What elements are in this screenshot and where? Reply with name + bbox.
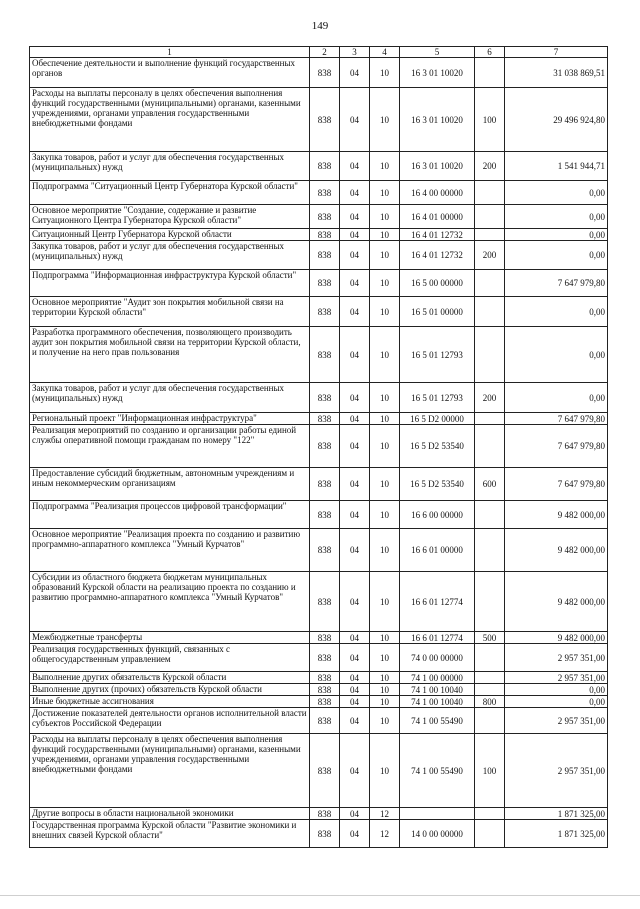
row-c5: 16 4 00 00000: [400, 181, 475, 205]
row-c5: 16 5 00 00000: [400, 270, 475, 297]
row-name: Выполнение других (прочих) обязательств Курской области: [30, 684, 310, 696]
table-row: [30, 327, 608, 383]
row-c2: 838: [310, 644, 340, 672]
row-c7: 31 038 869,51: [505, 58, 608, 88]
row-c4: 12: [370, 808, 400, 820]
row-name: Межбюджетные трансферты: [30, 632, 310, 644]
row-c7: 7 647 979,80: [505, 270, 608, 297]
row-c6: [475, 684, 505, 696]
row-c5: 14 0 00 00000: [400, 820, 475, 848]
row-c2: 838: [310, 241, 340, 270]
row-c4: 10: [370, 88, 400, 152]
row-c7: 0,00: [505, 684, 608, 696]
row-c2: 838: [310, 501, 340, 529]
table-row: [30, 572, 608, 632]
row-c2: 838: [310, 327, 340, 383]
row-c2: 838: [310, 672, 340, 684]
row-name: Ситуационный Центр Губернатора Курской области: [30, 229, 310, 241]
row-c7: 2 957 351,00: [505, 644, 608, 672]
row-c6: [475, 413, 505, 425]
row-name: Реализация мероприятий по созданию и организации работы единой службы оперативной помощи гражданам по номеру "122": [30, 425, 310, 468]
row-c6: 500: [475, 632, 505, 644]
row-c6: [475, 181, 505, 205]
row-c6: [475, 708, 505, 734]
table-row: [30, 808, 608, 820]
row-c5: 16 5 D2 53540: [400, 468, 475, 501]
row-c4: 10: [370, 413, 400, 425]
row-c6: [475, 808, 505, 820]
row-c5: 16 5 01 12793: [400, 383, 475, 413]
row-c2: 838: [310, 181, 340, 205]
row-name: Предоставление субсидий бюджетным, автономным учреждениям и иным некоммерческим организациям: [30, 468, 310, 501]
header-row: [30, 47, 608, 58]
row-c6: 100: [475, 88, 505, 152]
row-c3: 04: [340, 529, 370, 572]
row-c3: 04: [340, 684, 370, 696]
row-c6: [475, 58, 505, 88]
row-name: Основное мероприятие "Создание, содержание и развитие Ситуационного Центра Губернатора Курской области": [30, 205, 310, 229]
row-c3: 04: [340, 696, 370, 708]
row-c6: 200: [475, 241, 505, 270]
table-row: [30, 383, 608, 413]
row-c7: 9 482 000,00: [505, 501, 608, 529]
row-c4: 10: [370, 205, 400, 229]
row-c5: 16 6 01 00000: [400, 529, 475, 572]
row-c2: 838: [310, 229, 340, 241]
row-c2: 838: [310, 58, 340, 88]
row-c5: 16 6 00 00000: [400, 501, 475, 529]
row-c5: 74 1 00 55490: [400, 708, 475, 734]
row-c4: 10: [370, 501, 400, 529]
row-c3: 04: [340, 734, 370, 808]
row-c3: 04: [340, 205, 370, 229]
budget-table: [29, 46, 608, 848]
table-row: [30, 297, 608, 327]
row-name: Закупка товаров, работ и услуг для обеспечения государственных (муниципальных) нужд: [30, 241, 310, 270]
row-c5: 74 1 00 10040: [400, 696, 475, 708]
row-c2: 838: [310, 734, 340, 808]
table-row: [30, 413, 608, 425]
table-row: [30, 632, 608, 644]
row-c4: 10: [370, 672, 400, 684]
row-c7: 29 496 924,80: [505, 88, 608, 152]
row-c4: 10: [370, 241, 400, 270]
row-c5: 16 4 01 12732: [400, 241, 475, 270]
row-c3: 04: [340, 241, 370, 270]
row-name: Подпрограмма "Реализация процессов цифровой трансформации": [30, 501, 310, 529]
row-c6: [475, 820, 505, 848]
row-c3: 04: [340, 672, 370, 684]
row-name: Государственная программа Курской области "Развитие экономики и внешних связей Курской области": [30, 820, 310, 848]
row-c4: 12: [370, 820, 400, 848]
row-name: Закупка товаров, работ и услуг для обеспечения государственных (муниципальных) нужд: [30, 383, 310, 413]
row-c2: 838: [310, 820, 340, 848]
table-row: [30, 820, 608, 848]
row-c6: [475, 644, 505, 672]
row-c5: 74 1 00 10040: [400, 684, 475, 696]
table-row: [30, 181, 608, 205]
row-c4: 10: [370, 696, 400, 708]
page-number: 149: [311, 20, 329, 32]
row-c5: 16 6 01 12774: [400, 572, 475, 632]
row-c4: 10: [370, 383, 400, 413]
row-c3: 04: [340, 708, 370, 734]
table-row: [30, 270, 608, 297]
row-c3: 04: [340, 58, 370, 88]
row-c7: 0,00: [505, 383, 608, 413]
row-c7: 9 482 000,00: [505, 529, 608, 572]
row-c3: 04: [340, 425, 370, 468]
row-c4: 10: [370, 529, 400, 572]
row-name: Реализация государственных функций, связанных с общегосударственным управлением: [30, 644, 310, 672]
table-row: [30, 696, 608, 708]
row-c3: 04: [340, 501, 370, 529]
row-c6: [475, 205, 505, 229]
row-c4: 10: [370, 572, 400, 632]
row-c7: 1 541 944,71: [505, 152, 608, 181]
row-c4: 10: [370, 181, 400, 205]
row-c5: 74 1 00 55490: [400, 734, 475, 808]
row-c4: 10: [370, 684, 400, 696]
row-c7: 7 647 979,80: [505, 468, 608, 501]
row-c7: 7 647 979,80: [505, 413, 608, 425]
row-c2: 838: [310, 297, 340, 327]
table-row: [30, 229, 608, 241]
row-c3: 04: [340, 468, 370, 501]
row-c3: 04: [340, 383, 370, 413]
row-c2: 838: [310, 808, 340, 820]
row-c2: 838: [310, 270, 340, 297]
row-c7: 0,00: [505, 205, 608, 229]
row-c7: 0,00: [505, 229, 608, 241]
row-c4: 10: [370, 58, 400, 88]
table-row: [30, 152, 608, 181]
row-c4: 10: [370, 425, 400, 468]
row-c3: 04: [340, 270, 370, 297]
row-c6: 100: [475, 734, 505, 808]
row-name: Закупка товаров, работ и услуг для обеспечения государственных (муниципальных) нужд: [30, 152, 310, 181]
row-c3: 04: [340, 88, 370, 152]
row-name: Расходы на выплаты персоналу в целях обеспечения выполнения функций государственными (муниципальными) органами, казенными учреждениями, органами управления государственными внебюджетными фондами: [30, 88, 310, 152]
row-c2: 838: [310, 205, 340, 229]
row-c2: 838: [310, 468, 340, 501]
row-c7: 2 957 351,00: [505, 672, 608, 684]
row-c5: 16 3 01 10020: [400, 88, 475, 152]
row-c2: 838: [310, 88, 340, 152]
row-c6: 200: [475, 383, 505, 413]
row-c7: 0,00: [505, 181, 608, 205]
row-c2: 838: [310, 425, 340, 468]
row-c3: 04: [340, 327, 370, 383]
row-name: Субсидии из областного бюджета бюджетам муниципальных образований Курской области на реализацию проекта по созданию и развитию программно-аппаратного комплекса "Умный Курчатов": [30, 572, 310, 632]
row-c5: 16 5 D2 53540: [400, 425, 475, 468]
row-c3: 04: [340, 632, 370, 644]
row-c2: 838: [310, 696, 340, 708]
row-c4: 10: [370, 270, 400, 297]
row-c5: 16 4 01 00000: [400, 205, 475, 229]
row-c2: 838: [310, 152, 340, 181]
row-name: Достижение показателей деятельности органов исполнительной власти субъектов Российской Федерации: [30, 708, 310, 734]
row-c4: 10: [370, 152, 400, 181]
row-c6: [475, 529, 505, 572]
table-row: [30, 529, 608, 572]
row-name: Региональный проект "Информационная инфраструктура": [30, 413, 310, 425]
row-name: Выполнение других обязательств Курской области: [30, 672, 310, 684]
table-row: [30, 468, 608, 501]
row-c2: 838: [310, 708, 340, 734]
table-row: [30, 672, 608, 684]
row-name: Другие вопросы в области национальной экономики: [30, 808, 310, 820]
table-row: [30, 644, 608, 672]
table-row: [30, 501, 608, 529]
row-c6: 800: [475, 696, 505, 708]
row-c3: 04: [340, 572, 370, 632]
row-c5: 16 5 D2 00000: [400, 413, 475, 425]
row-c3: 04: [340, 181, 370, 205]
row-c3: 04: [340, 808, 370, 820]
header-col-3: 3: [340, 47, 370, 58]
row-c5: [400, 808, 475, 820]
row-c4: 10: [370, 644, 400, 672]
row-name: Подпрограмма "Ситуационный Центр Губернатора Курской области": [30, 181, 310, 205]
row-c6: [475, 672, 505, 684]
row-c7: 7 647 979,80: [505, 425, 608, 468]
row-c3: 04: [340, 820, 370, 848]
row-c7: 0,00: [505, 241, 608, 270]
table-row: [30, 88, 608, 152]
header-col-1: 1: [30, 47, 310, 58]
row-name: Подпрограмма "Информационная инфраструктура Курской области": [30, 270, 310, 297]
row-c7: 9 482 000,00: [505, 572, 608, 632]
row-c6: [475, 425, 505, 468]
row-c2: 838: [310, 383, 340, 413]
row-c2: 838: [310, 632, 340, 644]
row-c3: 04: [340, 644, 370, 672]
row-c2: 838: [310, 529, 340, 572]
row-c4: 10: [370, 734, 400, 808]
table-row: [30, 58, 608, 88]
row-c4: 10: [370, 632, 400, 644]
row-c7: 1 871 325,00: [505, 808, 608, 820]
row-c5: 74 0 00 00000: [400, 644, 475, 672]
header-col-2: 2: [310, 47, 340, 58]
row-c5: 74 1 00 00000: [400, 672, 475, 684]
row-c3: 04: [340, 152, 370, 181]
row-c7: 0,00: [505, 696, 608, 708]
row-name: Иные бюджетные ассигнования: [30, 696, 310, 708]
row-c5: 16 3 01 10020: [400, 152, 475, 181]
row-c3: 04: [340, 413, 370, 425]
row-name: Разработка программного обеспечения, позволяющего производить аудит зон покрытия мобильной связи на территории Курской области, и получение на него прав пользования: [30, 327, 310, 383]
row-c7: 1 871 325,00: [505, 820, 608, 848]
row-c4: 10: [370, 468, 400, 501]
row-c7: 0,00: [505, 327, 608, 383]
table-row: [30, 205, 608, 229]
row-c7: 9 482 000,00: [505, 632, 608, 644]
row-c4: 10: [370, 229, 400, 241]
row-c6: [475, 270, 505, 297]
header-col-7: 7: [505, 47, 608, 58]
row-c5: 16 5 01 00000: [400, 297, 475, 327]
row-c6: [475, 501, 505, 529]
row-c6: [475, 229, 505, 241]
row-c6: [475, 327, 505, 383]
table-row: [30, 241, 608, 270]
header-col-6: 6: [475, 47, 505, 58]
row-c3: 04: [340, 297, 370, 327]
page-bottom-divider: [0, 895, 640, 896]
row-c4: 10: [370, 297, 400, 327]
row-c2: 838: [310, 684, 340, 696]
row-c7: 0,00: [505, 297, 608, 327]
row-c5: 16 4 01 12732: [400, 229, 475, 241]
header-col-5: 5: [400, 47, 475, 58]
row-c6: 600: [475, 468, 505, 501]
row-c3: 04: [340, 229, 370, 241]
table-row: [30, 684, 608, 696]
row-name: Основное мероприятие "Аудит зон покрытия мобильной связи на территории Курской области": [30, 297, 310, 327]
table-row: [30, 734, 608, 808]
row-c2: 838: [310, 572, 340, 632]
row-c4: 10: [370, 327, 400, 383]
row-name: Основное мероприятие "Реализация проекта по созданию и развитию программно-аппаратного комплекса "Умный Курчатов": [30, 529, 310, 572]
table-row: [30, 708, 608, 734]
row-c5: 16 3 01 10020: [400, 58, 475, 88]
row-c6: [475, 297, 505, 327]
row-c6: [475, 572, 505, 632]
row-c7: 2 957 351,00: [505, 708, 608, 734]
row-c6: 200: [475, 152, 505, 181]
row-name: Расходы на выплаты персоналу в целях обеспечения выполнения функций государственными (муниципальными) органами, казенными учреждениями, органами управления государственными внебюджетными фондами: [30, 734, 310, 808]
row-c5: 16 6 01 12774: [400, 632, 475, 644]
row-c5: 16 5 01 12793: [400, 327, 475, 383]
table-header: [30, 47, 608, 58]
table-body: [30, 58, 608, 848]
row-c4: 10: [370, 708, 400, 734]
table-row: [30, 425, 608, 468]
row-c7: 2 957 351,00: [505, 734, 608, 808]
row-c2: 838: [310, 413, 340, 425]
row-name: Обеспечение деятельности и выполнение функций государственных органов: [30, 58, 310, 88]
header-col-4: 4: [370, 47, 400, 58]
